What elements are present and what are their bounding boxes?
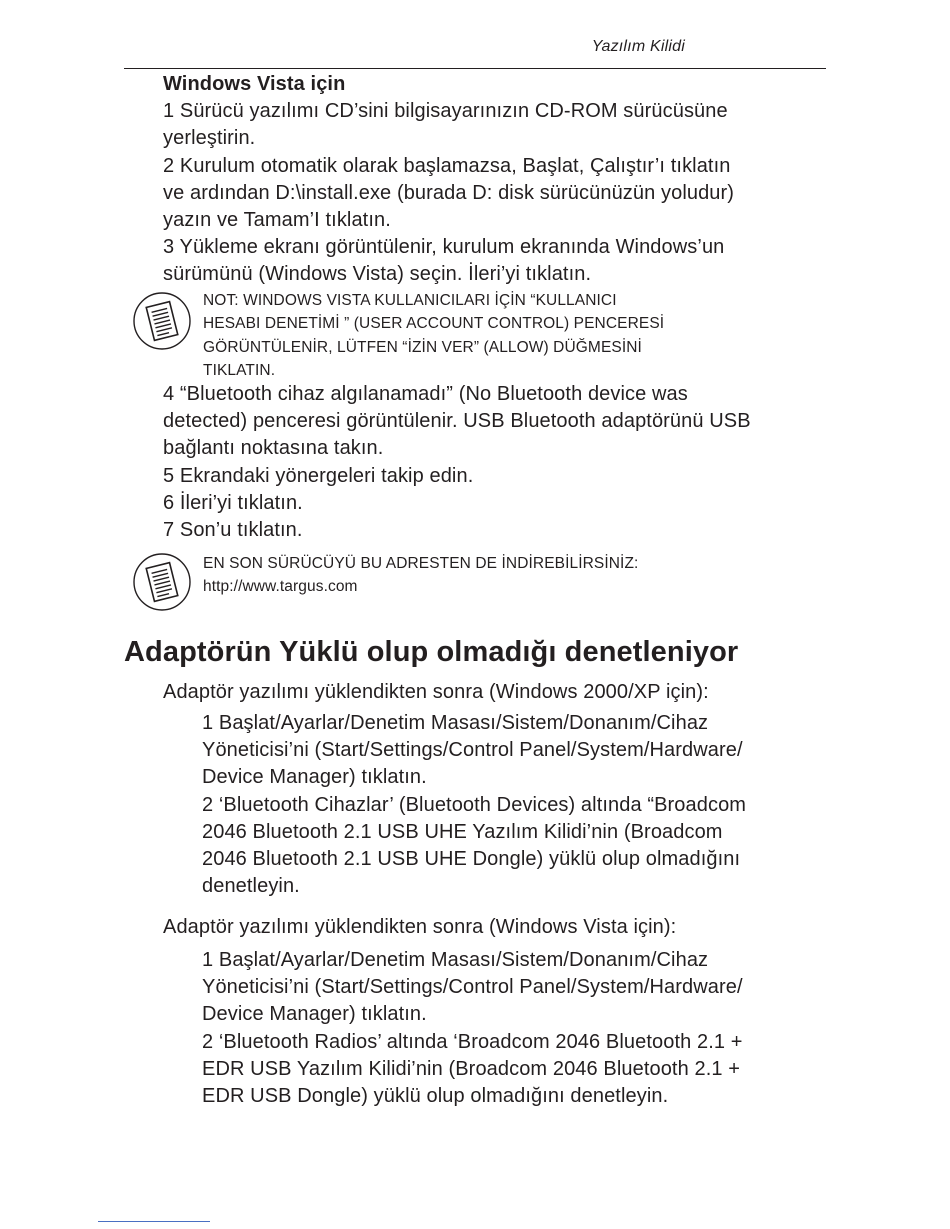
vista-check-intro xyxy=(163,914,676,941)
driver-download-link[interactable]: http://www.targus.com xyxy=(203,578,358,596)
text-line: EDR USB Yazılım Kilidi’nin (Broadcom 2046 Bluetooth 2.1 + xyxy=(202,1057,741,1080)
text-line: yazın ve Tamam’I tıklatın. xyxy=(163,209,391,232)
note-driver-download xyxy=(203,552,638,599)
text-line: Adaptör yazılımı yüklendikten sonra (Windows Vista için): xyxy=(163,916,677,938)
note-line: TIKLATIN. xyxy=(203,362,276,380)
text-line: sürümünü (Windows Vista) seçin. İleri’yi tıklatın. xyxy=(163,263,592,286)
text-line: 7 Son’u tıklatın. xyxy=(163,519,303,542)
note-line: GÖRÜNTÜLENİR, LÜTFEN “İZİN VER” (ALLOW) DÜĞMESİNİ xyxy=(203,338,642,356)
footer-rule xyxy=(98,1221,210,1222)
xp-check-steps xyxy=(202,710,746,900)
vista-install-section xyxy=(163,71,734,289)
text-line: Device Manager) tıklatın. xyxy=(202,1003,427,1026)
text-line: 1 Sürücü yazılımı CD’sini bilgisayarınızın CD-ROM sürücüsüne xyxy=(163,100,728,123)
text-line: 2 ‘Bluetooth Radios’ altında ‘Broadcom 2046 Bluetooth 2.1 + xyxy=(202,1030,743,1053)
text-line: 5 Ekrandaki yönergeleri takip edin. xyxy=(163,464,474,487)
text-line: Yöneticisi’ni (Start/Settings/Control Panel/System/Hardware/ xyxy=(202,739,743,762)
vista-section-title: Windows Vista için xyxy=(163,73,346,95)
text-line: EDR USB Dongle) yüklü olup olmadığını denetleyin. xyxy=(202,1085,669,1108)
note-line: NOT: WINDOWS VISTA KULLANICILARI İÇİN “KULLANICI xyxy=(203,292,617,309)
text-line: 6 İleri’yi tıklatın. xyxy=(163,491,303,514)
xp-check-intro xyxy=(163,679,709,706)
text-line: 4 “Bluetooth cihaz algılanamadı” (No Bluetooth device was xyxy=(163,383,688,405)
text-line: 3 Yükleme ekranı görüntülenir, kurulum ekranında Windows’un xyxy=(163,236,725,259)
note-line: EN SON SÜRÜCÜYÜ BU ADRESTEN DE İNDİREBİLİRSİNİZ: xyxy=(203,555,639,572)
note-line: HESABI DENETİMİ ” (USER ACCOUNT CONTROL) PENCERESİ xyxy=(203,315,665,333)
running-header: Yazılım Kilidi xyxy=(591,38,685,55)
text-line: yerleştirin. xyxy=(163,127,256,150)
text-line: bağlantı noktasına takın. xyxy=(163,437,384,460)
text-line: detected) penceresi görüntülenir. USB Bluetooth adaptörünü USB xyxy=(163,410,751,433)
vista-install-steps-continued xyxy=(163,381,751,544)
text-line: ve ardından D:\install.exe (burada D: disk sürücünüzün yoludur) xyxy=(163,181,735,204)
notepad-icon xyxy=(132,291,192,351)
text-line: 2046 Bluetooth 2.1 USB UHE Yazılım Kilidi’nin (Broadcom xyxy=(202,820,723,843)
text-line: 1 Başlat/Ayarlar/Denetim Masası/Sistem/Donanım/Cihaz xyxy=(202,712,709,734)
note-user-account-control xyxy=(203,289,664,383)
section-heading: Adaptörün Yüklü olup olmadığı denetleniyor xyxy=(124,636,739,668)
vista-check-steps xyxy=(202,947,743,1110)
notepad-icon xyxy=(132,552,192,612)
text-line: denetleyin. xyxy=(202,875,300,898)
header-divider xyxy=(124,68,826,69)
text-line: Adaptör yazılımı yüklendikten sonra (Windows 2000/XP için): xyxy=(163,681,709,703)
text-line: Device Manager) tıklatın. xyxy=(202,766,427,789)
text-line: 2 ‘Bluetooth Cihazlar’ (Bluetooth Devices) altında “Broadcom xyxy=(202,793,747,816)
text-line: 1 Başlat/Ayarlar/Denetim Masası/Sistem/Donanım/Cihaz xyxy=(202,949,709,971)
text-line: 2046 Bluetooth 2.1 USB UHE Dongle) yüklü olup olmadığını xyxy=(202,848,741,871)
text-line: Yöneticisi’ni (Start/Settings/Control Panel/System/Hardware/ xyxy=(202,976,743,999)
text-line: 2 Kurulum otomatik olarak başlamazsa, Başlat, Çalıştır’ı tıklatın xyxy=(163,154,731,177)
